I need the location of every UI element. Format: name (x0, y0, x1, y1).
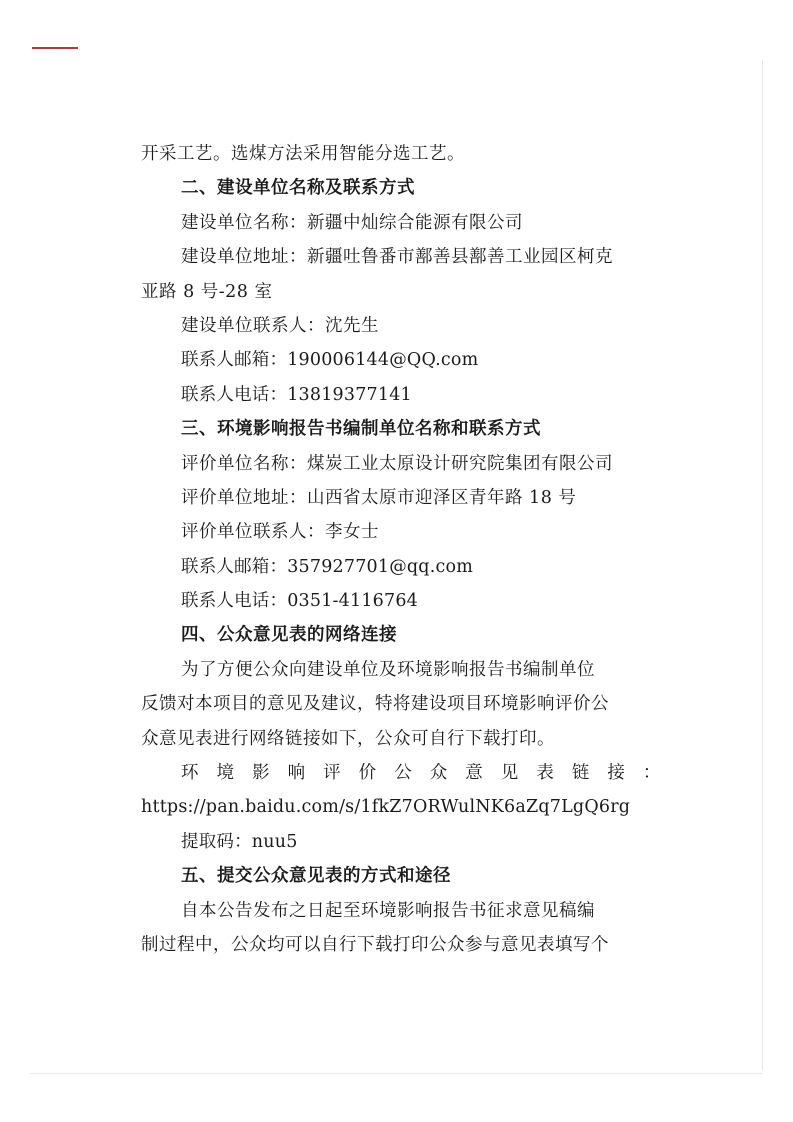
spread-char: 境 (216, 763, 235, 784)
spread-char: 表 (536, 763, 555, 784)
extraction-code-line: 提取码：nuu5 (181, 831, 298, 852)
spread-char: 环 (181, 763, 199, 784)
builder-contact-line: 建设单位联系人：沈先生 (181, 315, 379, 336)
section-heading-3: 三、环境影响报告书编制单位名称和联系方式 (181, 419, 541, 440)
builder-email-line: 联系人邮箱：190006144@QQ.com (181, 350, 479, 371)
spread-char: 影 (252, 763, 271, 784)
section-heading-4: 四、公众意见表的网络连接 (181, 625, 397, 646)
spread-char: 价 (358, 763, 377, 784)
spread-char: 响 (287, 763, 306, 784)
paragraph-line: 反馈对本项目的意见及建议，特将建设项目环境影响评价公 (141, 694, 609, 715)
spread-char: 众 (429, 763, 448, 784)
scan-bottom-line (30, 1073, 763, 1074)
spread-char: 接 (607, 763, 626, 784)
evaluator-email-line: 联系人邮箱：357927701@qq.com (181, 556, 474, 577)
evaluator-name-line: 评价单位名称：煤炭工业太原设计研究院集团有限公司 (181, 453, 613, 474)
builder-phone-line: 联系人电话：13819377141 (181, 384, 412, 405)
spread-char: 意 (465, 763, 484, 784)
spread-char: 链 (571, 763, 590, 784)
spread-char: 公 (394, 763, 413, 784)
paragraph-line: 开采工艺。选煤方法采用智能分选工艺。 (141, 144, 465, 164)
evaluator-phone-line: 联系人电话：0351-4116764 (181, 591, 418, 612)
builder-address-line: 建设单位地址：新疆吐鲁番市鄯善县鄯善工业园区柯克 (181, 247, 613, 268)
spread-char: ： (642, 763, 661, 784)
spread-char: 评 (323, 763, 342, 784)
form-download-link[interactable]: https://pan.baidu.com/s/1fkZ7ORWulNK6aZq7LgQ6rg (141, 797, 631, 818)
evaluator-address-line: 评价单位地址：山西省太原市迎泽区青年路 18 号 (181, 487, 577, 508)
section-heading-2: 二、建设单位名称及联系方式 (181, 178, 415, 199)
form-link-label (141, 756, 661, 790)
builder-address-continued: 亚路 8 号-28 室 (141, 281, 273, 302)
paragraph-line: 自本公告发布之日起至环境影响报告书征求意见稿编 (181, 900, 595, 921)
builder-name-line: 建设单位名称：新疆中灿综合能源有限公司 (181, 212, 523, 233)
document-body (141, 137, 661, 962)
paragraph-line: 众意见表进行网络链接如下，公众可自行下载打印。 (141, 728, 555, 749)
paragraph-line: 制过程中，公众均可以自行下载打印公众参与意见表填写个 (141, 934, 609, 955)
section-heading-5: 五、提交公众意见表的方式和途径 (181, 866, 451, 887)
evaluator-contact-line: 评价单位联系人：李女士 (181, 522, 379, 543)
scan-corner-mark (32, 47, 78, 49)
paragraph-line: 为了方便公众向建设单位及环境影响报告书编制单位 (181, 659, 595, 680)
spread-char: 见 (500, 763, 519, 784)
scan-edge-line (762, 60, 763, 1070)
